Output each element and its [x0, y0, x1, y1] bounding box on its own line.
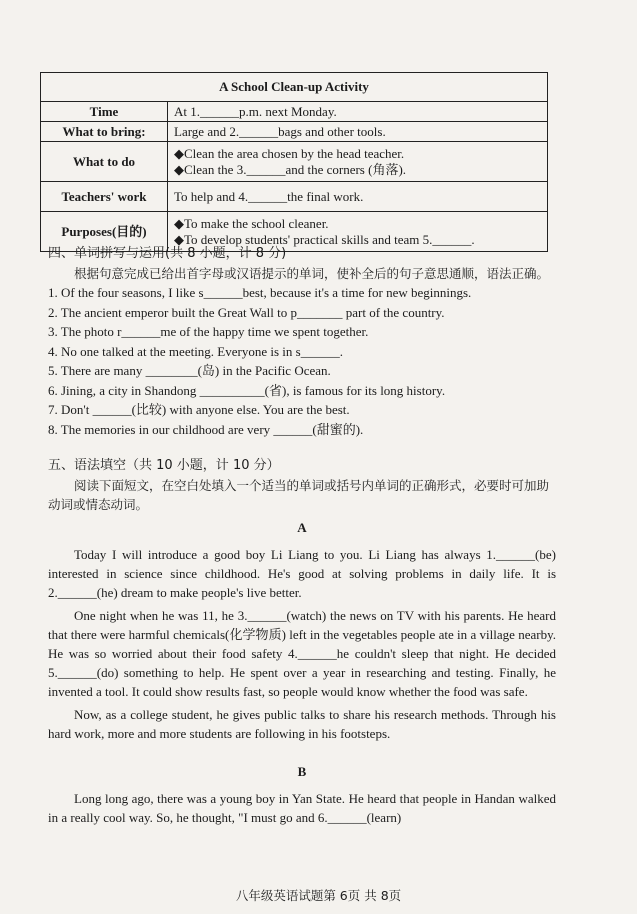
passage-b-para-1: Long long ago, there was a young boy in Yan State. He heard that people in Handan walked in a really cool way. So, he thought, "I must go and 6.______(learn) [48, 791, 556, 825]
section-4 [48, 244, 556, 439]
row-value-bring: Large and 2.______bags and other tools. [168, 122, 548, 142]
row-label-time: Time [41, 102, 168, 122]
row-value-teachers: To help and 4.______the final work. [168, 182, 548, 212]
row-value-time: At 1.______p.m. next Monday. [168, 102, 548, 122]
do-line-2: ◆Clean the 3.______and the corners (角落). [174, 161, 407, 177]
purpose-line-1: ◆To make the school cleaner. [174, 215, 329, 231]
row-label-purposes: Purposes(目的) [41, 212, 168, 252]
question-4: 4. No one talked at the meeting. Everyone is in s______. [48, 343, 343, 359]
passage-a [48, 518, 556, 743]
section4-instruction: 根据句意完成已给出首字母或汉语提示的单词，使补全后的句子意思通顺，语法正确。 [74, 265, 550, 281]
table-title: A School Clean-up Activity [41, 73, 548, 102]
question-8: 8. The memories in our childhood are very ______(甜蜜的). [48, 421, 364, 437]
question-7: 7. Don't ______(比较) with anyone else. You are the best. [48, 402, 350, 417]
passage-b [48, 762, 556, 827]
passage-a-para-1: Today I will introduce a good boy Li Liang to you. Li Liang has always 1.______(be) interested in science since childhood. He's good at solving problems in daily life. It is 2.______(he) dream to make people's live better. [48, 547, 556, 600]
passage-a-para-3: Now, as a college student, he gives public talks to share his research methods. Through his hard work, more and more students are following in his footsteps. [48, 707, 556, 741]
section5-instruction: 阅读下面短文，在空白处填入一个适当的单词或括号内单词的正确形式，必要时可加助动词或情态动词。 [48, 477, 550, 512]
passage-a-para-2: One night when he was 11, he 3.______(watch) the news on TV with his parents. He heard that there were harmful chemicals(化学物质) left in the vegetables people ate in a village nearby. He was so worried about their food safety 4.______he couldn't sleep that night. He decided 5.______(do) something to help. He spent over a year in researching and testing. Finally, he invented a tool. It could show results fast, so people would know whether the food was safe. [48, 608, 556, 699]
page-footer: 八年级英语试题第 6页 共 8页 [235, 888, 402, 903]
row-value-do [168, 142, 548, 182]
activity-table [40, 72, 548, 252]
do-line-1: ◆Clean the area chosen by the head teacher. [174, 145, 405, 161]
purpose-line-2: ◆To develop students' practical skills and team 5.______. [174, 231, 475, 247]
question-1: 1. Of the four seasons, I like s______best, because it's a time for new beginnings. [48, 285, 472, 300]
passage-a-title: A [297, 520, 307, 535]
row-label-bring: What to bring: [41, 122, 168, 142]
question-2: 2. The ancient emperor built the Great Wall to p_______ part of the country. [48, 304, 445, 320]
question-6: 6. Jining, a city in Shandong __________(省), is famous for its long history. [48, 382, 446, 398]
question-5: 5. There are many ________(岛) in the Pacific Ocean. [48, 363, 331, 378]
section4-heading: 四、单词拼写与运用(共 8 小题，计 8 分) [48, 246, 287, 261]
passage-b-title: B [297, 764, 307, 779]
section5-heading: 五、语法填空（共 10 小题，计 10 分） [48, 458, 280, 473]
row-label-teachers: Teachers' work [41, 182, 168, 212]
row-label-do: What to do [41, 142, 168, 182]
question-3: 3. The photo r______me of the happy time we spent together. [48, 324, 369, 339]
section-5 [48, 456, 556, 515]
